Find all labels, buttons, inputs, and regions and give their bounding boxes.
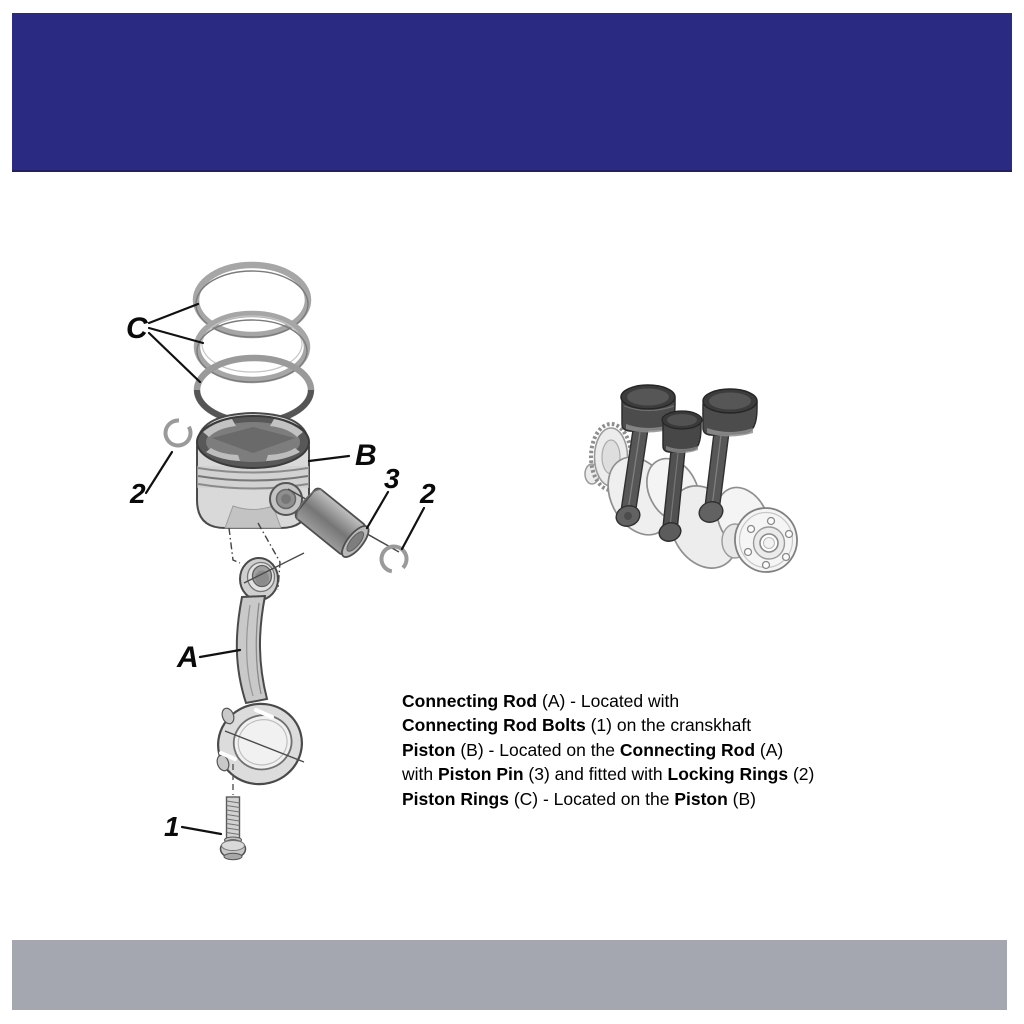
label-piston: B — [355, 439, 377, 472]
label-locking-ring-right: 2 — [420, 478, 436, 509]
description-line: Connecting Rod Bolts (1) on the cranskhaft — [402, 715, 752, 736]
piston-rings-illustration — [196, 265, 311, 422]
label-piston-rings: C — [126, 312, 148, 345]
label-bolt: 1 — [164, 811, 180, 842]
description-line: with Piston Pin (3) and fitted with Locking Rings (2) — [402, 764, 815, 785]
description-text — [402, 689, 902, 811]
connecting-rod-illustration — [210, 553, 311, 793]
description-line: Connecting Rod (A) - Located with — [402, 691, 680, 711]
label-connecting-rod: A — [177, 641, 199, 674]
description-line: Piston Rings (C) - Located on the Piston (B) — [402, 788, 757, 809]
piston-illustration — [197, 413, 309, 528]
label-piston-pin: 3 — [384, 463, 400, 494]
crankshaft-assembly-illustration — [585, 385, 801, 580]
description-line: Piston (B) - Located on the Connecting Rod (A) — [402, 739, 784, 760]
label-locking-ring-left: 2 — [130, 478, 146, 509]
locking-ring-left — [161, 416, 195, 450]
